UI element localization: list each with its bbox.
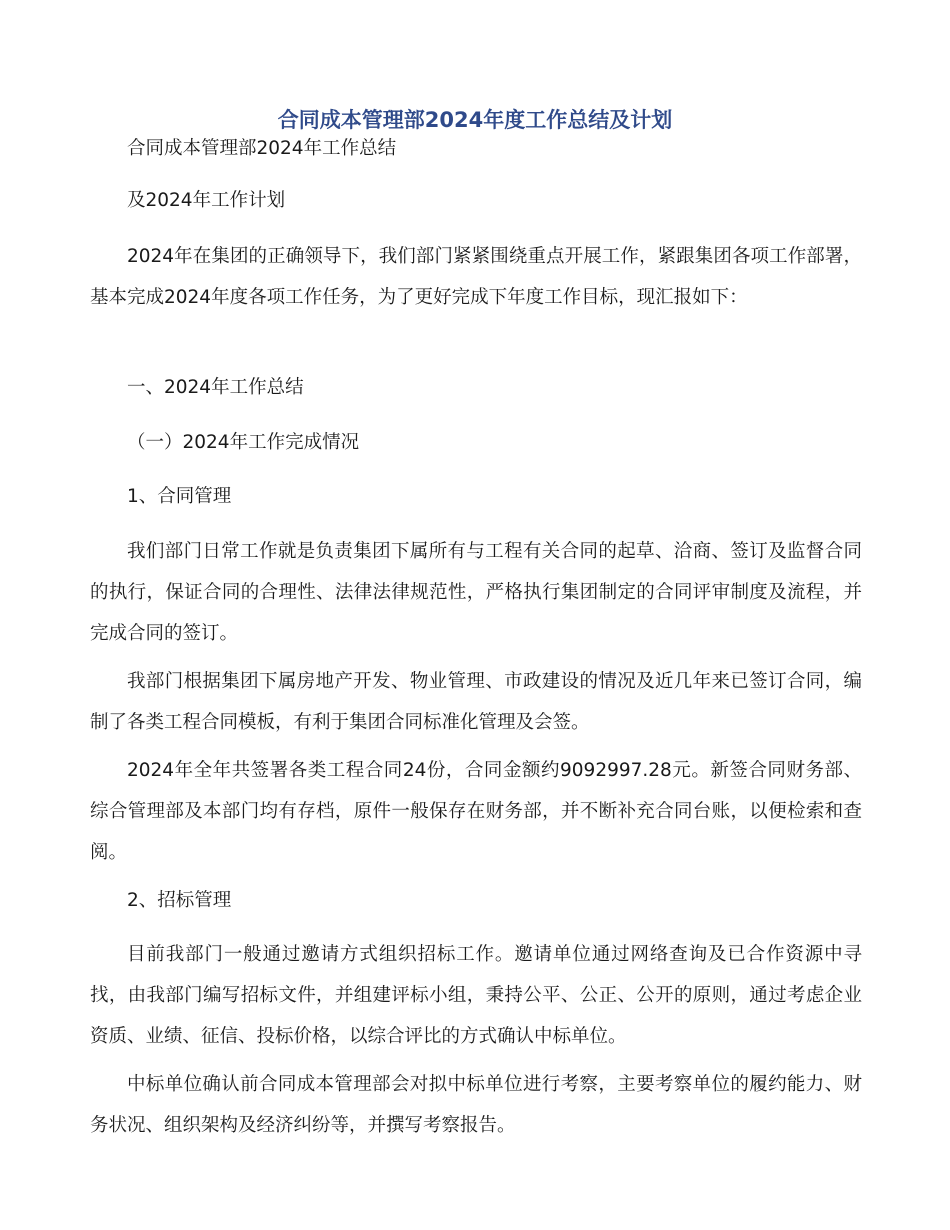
paragraph-subtitle-2: 及2024年工作计划 — [127, 190, 286, 211]
section-heading: 一、2024年工作总结 — [127, 377, 304, 398]
paragraph-contract-templates: 我部门根据集团下属房地产开发、物业管理、市政建设的情况及近几年来已签订合同，编制了各类工程合同模板，有利于集团合同标准化管理及会签。 — [90, 671, 862, 733]
paragraph-intro: 2024年在集团的正确领导下，我们部门紧紧围绕重点开展工作，紧跟集团各项工作部署，基本完成2024年度各项工作任务，为了更好完成下年度工作目标，现汇报如下： — [90, 246, 862, 308]
item-heading-contract: 1、合同管理 — [127, 486, 232, 507]
paragraph-contract-stats: 2024年全年共签署各类工程合同24份，合同金额约9092997.28元。新签合同财务部、综合管理部及本部门均有存档，原件一般保存在财务部，并不断补充合同台账，以便检索和查阅。 — [90, 760, 862, 863]
paragraph-subtitle-1: 合同成本管理部2024年工作总结 — [127, 138, 397, 159]
paragraph-contract-duties: 我们部门日常工作就是负责集团下属所有与工程有关合同的起草、洽商、签订及监督合同的执行，保证合同的合理性、法律法律规范性，严格执行集团制定的合同评审制度及流程，并完成合同的签订。 — [90, 541, 862, 644]
paragraph-bidding-process: 目前我部门一般通过邀请方式组织招标工作。邀请单位通过网络查询及已合作资源中寻找，由我部门编写招标文件，并组建评标小组，秉持公平、公正、公开的原则，通过考虑企业资质、业绩、征信、投标价格，以综合评比的方式确认中标单位。 — [90, 944, 862, 1047]
subsection-heading: （一）2024年工作完成情况 — [127, 432, 360, 453]
document-title: 合同成本管理部2024年度工作总结及计划 — [277, 108, 673, 132]
item-heading-bidding: 2、招标管理 — [127, 890, 232, 911]
paragraph-bidding-inspection: 中标单位确认前合同成本管理部会对拟中标单位进行考察，主要考察单位的履约能力、财务状况、组织架构及经济纠纷等，并撰写考察报告。 — [90, 1074, 862, 1136]
